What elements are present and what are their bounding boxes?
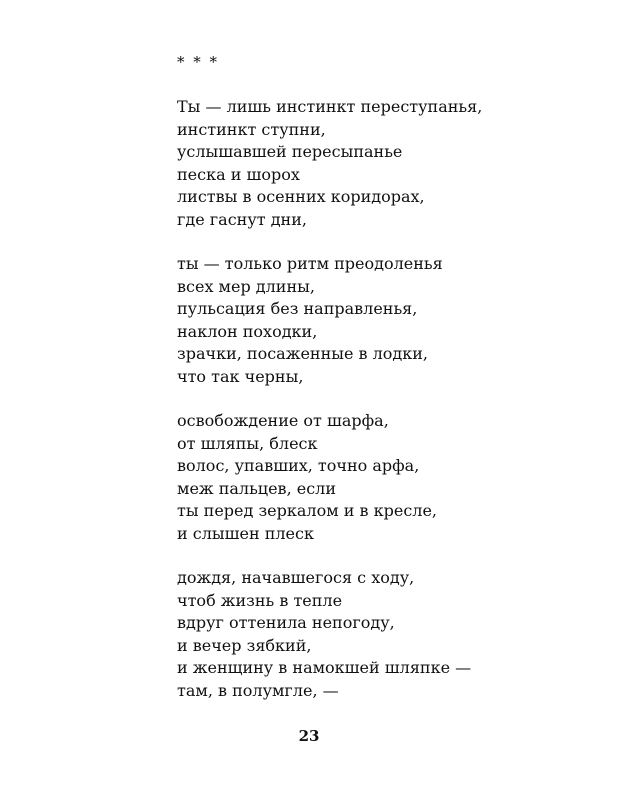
poem-line: от шляпы, блеск [177, 433, 318, 453]
poem-line: листвы в осенних коридорах, [177, 187, 425, 206]
poem-body [177, 96, 577, 724]
poem-line: пульсация без направленья, [177, 299, 418, 318]
poem-line: наклон походки, [177, 321, 318, 341]
stanza-1 [177, 96, 577, 231]
poem-line: и слышен плеск [177, 523, 314, 543]
poem-line: ты — только ритм преодоленья [177, 254, 443, 273]
poem-line: песка и шорох [177, 164, 300, 184]
poem-line: вдруг оттенила непогоду, [177, 613, 395, 632]
stanza-3 [177, 410, 577, 545]
poem-line: услышавшей пересыпанье [177, 142, 403, 161]
section-separator: * * * [177, 53, 220, 71]
poem-line: там, в полумгле, — [177, 680, 339, 700]
poem-line: ты перед зеркалом и в кресле, [177, 501, 437, 520]
poem-line: дождя, начавшегося с ходу, [177, 568, 415, 587]
poem-line: освобождение от шарфа, [177, 411, 389, 430]
stanza-2 [177, 253, 577, 388]
poem-line: и женщину в намокшей шляпке — [177, 658, 472, 677]
poem-line: волос, упавших, точно арфа, [177, 456, 420, 475]
poem-line: меж пальцев, если [177, 478, 336, 498]
poem-line: инстинкт ступни, [177, 119, 326, 139]
poem-line: чтоб жизнь в тепле [177, 590, 343, 610]
stanza-4 [177, 567, 577, 702]
poem-line: всех мер длины, [177, 276, 315, 296]
poem-line: Ты — лишь инстинкт переступанья, [177, 97, 483, 116]
poem-line: зрачки, посаженные в лодки, [177, 344, 429, 363]
page-number: 23 [298, 727, 320, 745]
poem-line: и вечер зябкий, [177, 635, 312, 655]
poem-line: что так черны, [177, 366, 304, 386]
poem-line: где гаснут дни, [177, 209, 307, 229]
